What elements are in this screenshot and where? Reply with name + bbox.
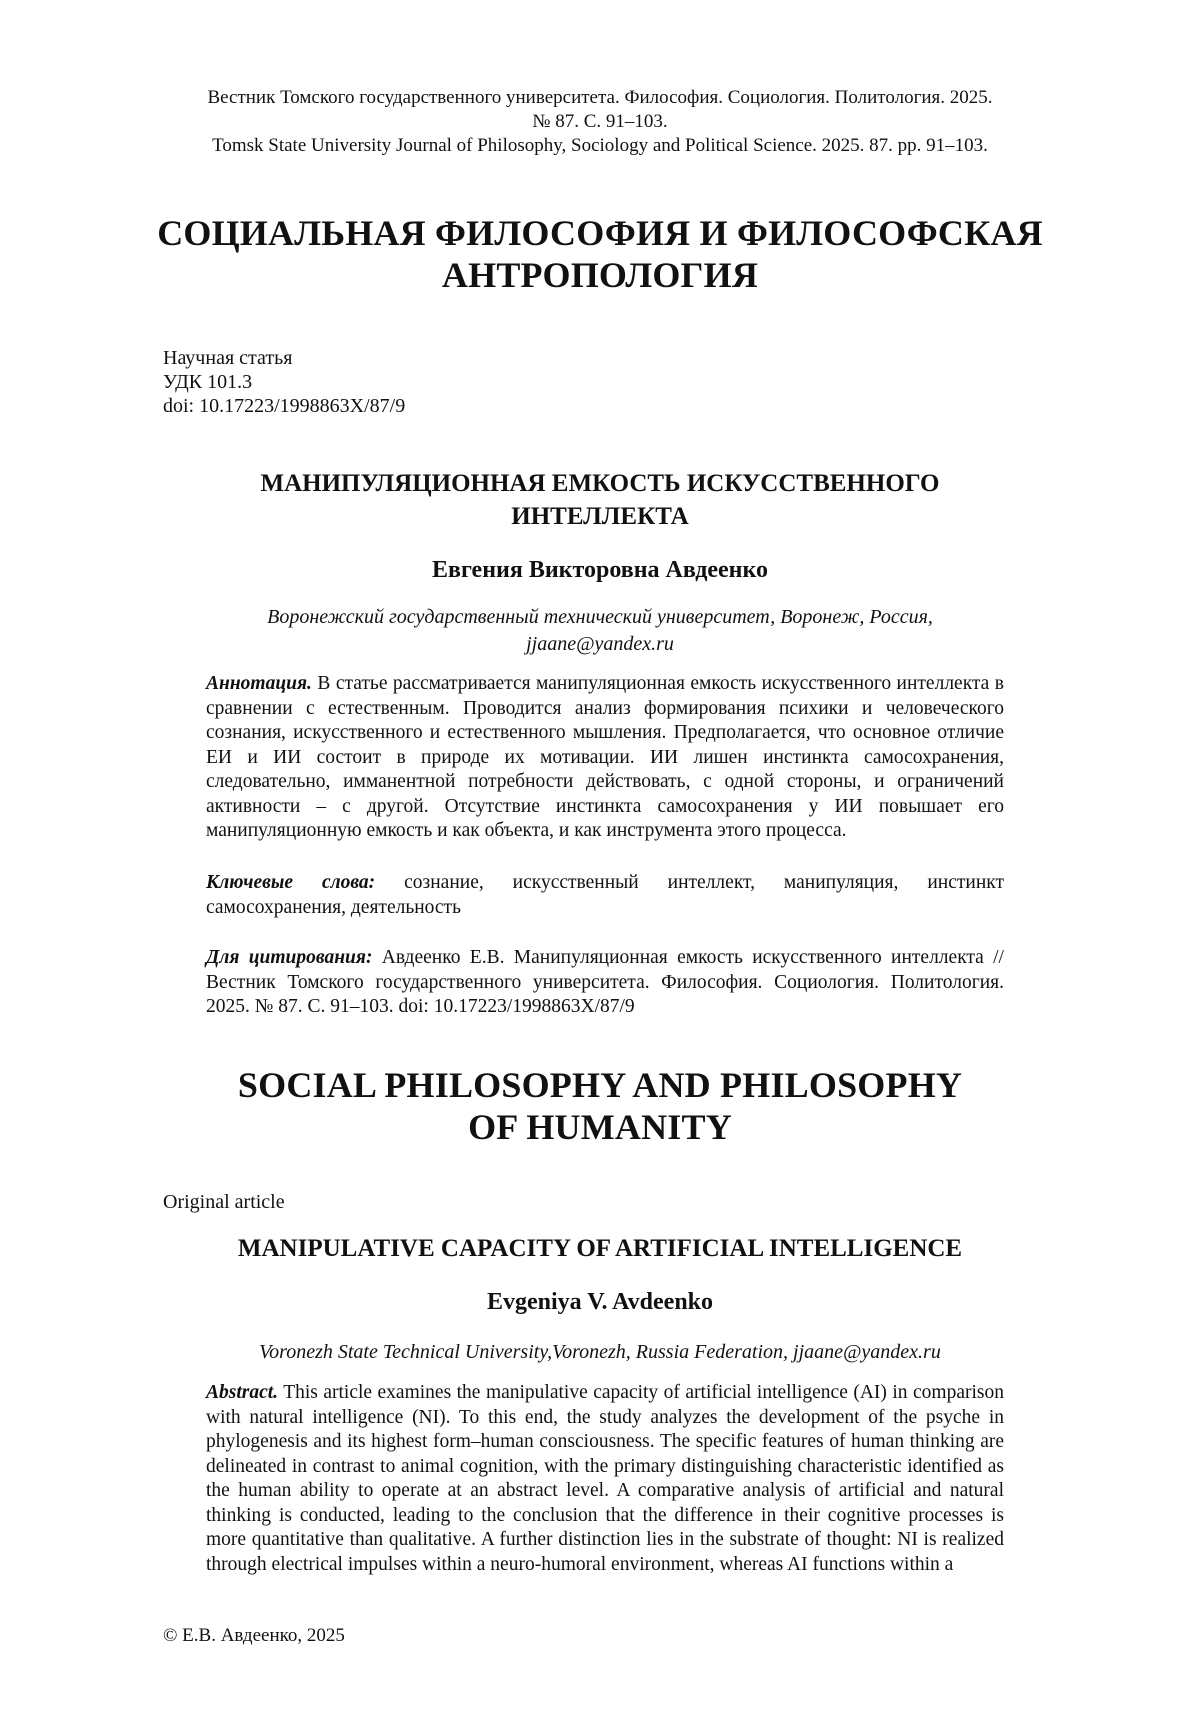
journal-header-ru-line1: Вестник Томского государственного университета. Философия. Социология. Политология. 2025. [207, 87, 993, 108]
ru-keywords-text: сознание, искусственный интеллект, манипуляция, инстинкт самосохранения, деятельность [206, 872, 1004, 918]
copyright-notice: © Е.В. Авдеенко, 2025 [163, 1625, 345, 1646]
journal-header [150, 86, 1050, 158]
ru-citation-label: Для цитирования: [206, 947, 373, 968]
ru-author: Евгения Викторовна Авдеенко [432, 557, 768, 583]
en-article-title: MANIPULATIVE CAPACITY OF ARTIFICIAL INTELLIGENCE [237, 1235, 963, 1262]
ru-abstract-text: В статье рассматривается манипуляционная емкость искусственного интеллекта в сравнении с естественным. Проводится анализ формирования психики и человеческого сознания, искусственного и естественного мышления. Предполагается, что основное отличие ЕИ и ИИ состоит в природе их мотивации. ИИ лишен инстинкта самосохранения, следовательно, имманентной потребности действовать, с одной стороны, и ограничений активности – с другой. Отсутствие инстинкта самосохранения у ИИ повышает его манипуляционную емкость и как объекта, и как инструмента этого процесса. [206, 673, 1004, 841]
en-abstract-label: Abstract. [206, 1382, 279, 1403]
ru-citation [206, 946, 1004, 1020]
en-abstract [206, 1381, 1004, 1577]
en-affiliation: Voronezh State Technical University,Voronezh, Russia Federation, jjaane@yandex.ru [259, 1341, 941, 1363]
en-article-type: Original article [163, 1191, 285, 1213]
en-author: Evgeniya V. Avdeenko [486, 1289, 714, 1315]
ru-citation-text: Авдеенко Е.В. Манипуляционная емкость искусственного интеллекта // Вестник Томского государственного университета. Философия. Социология. Политология. 2025. № 87. С. 91–103. doi: 10.17223/1998863Х/87/9 [206, 947, 1004, 1017]
journal-header-ru-line2: № 87. С. 91–103. [532, 111, 668, 132]
ru-doi: doi: 10.17223/1998863Х/87/9 [163, 395, 406, 417]
ru-abstract-label: Аннотация. [206, 673, 312, 694]
en-section-title: SOCIAL PHILOSOPHY AND PHILOSOPHY OF HUMANITY [237, 1065, 963, 1147]
ru-section-title: СОЦИАЛЬНАЯ ФИЛОСОФИЯ И ФИЛОСОФСКАЯ АНТРОПОЛОГИЯ [157, 213, 1043, 295]
ru-keywords [206, 871, 1004, 920]
ru-article-meta [163, 346, 405, 418]
ru-affiliation: Воронежский государственный технический университет, Воронеж, Россия, jjaane@yandex.ru [267, 606, 933, 655]
en-abstract-text: This article examines the manipulative capacity of artificial intelligence (AI) in comparison with natural intelligence (NI). To this end, the study analyzes the development of the psyche in phylogenesis and its highest form–human consciousness. The specific features of human thinking are delineated in contrast to animal cognition, with the primary distinguishing characteristic identified as the human ability to operate at an abstract level. A comparative analysis of artificial and natural thinking is conducted, leading to the conclusion that the difference in their cognitive processes is more quantitative than qualitative. A further distinction lies in the substrate of thought: NI is realized through electrical impulses within a neuro-humoral environment, whereas AI functions within a [206, 1382, 1004, 1575]
ru-keywords-label: Ключевые слова: [206, 872, 376, 893]
ru-article-title: МАНИПУЛЯЦИОННАЯ ЕМКОСТЬ ИСКУССТВЕННОГО ИНТЕЛЛЕКТА [260, 470, 940, 530]
ru-article-type: Научная статья [163, 347, 293, 369]
ru-udc: УДК 101.3 [163, 371, 253, 393]
ru-abstract [206, 672, 1004, 844]
journal-header-en-line: Tomsk State University Journal of Philosophy, Sociology and Political Science. 2025. 87. pp. 91–103. [212, 135, 988, 156]
